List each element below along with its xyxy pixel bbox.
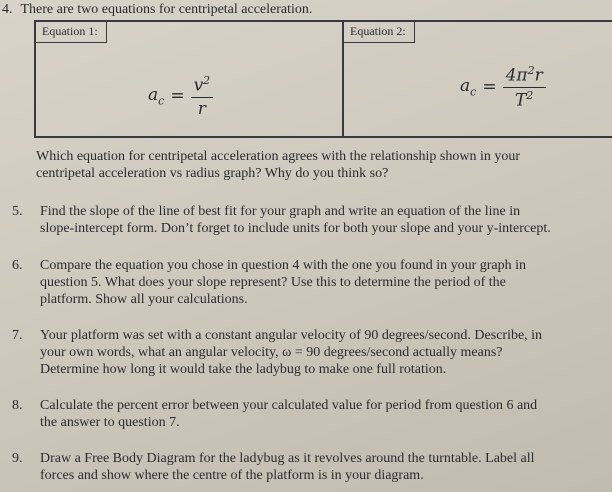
equations-table (34, 20, 612, 138)
question-8 (12, 397, 608, 431)
question-6 (12, 257, 608, 308)
question-text: Compare the equation you chose in question 4 with the one you found in your graph in question 5. What does your slope represent? Use this to determine the period of the platform. Show all your calculations. (40, 258, 527, 307)
question-9 (12, 450, 608, 484)
question-number: 9. (12, 451, 23, 466)
fraction (503, 64, 546, 110)
equation-2-cell (344, 22, 612, 136)
formula-lhs: $a_c$ (460, 75, 477, 99)
fraction (191, 74, 214, 119)
question-text: Calculate the percent error between your calculated value for period from question 6 and the answer to question 7. (40, 398, 538, 430)
question-5 (12, 203, 608, 237)
question-text: Find the slope of the line of best fit for your graph and write an equation of the line in slope-intercept form. Don’t forget to include units for both your slope and your y-intercept. (40, 204, 551, 236)
equation-1-formula (148, 74, 213, 119)
question-text: Your platform was set with a constant angular velocity of 90 degrees/second. Describe, in your own words, what an angular velocity, ω = 90 degrees/second actually means? Determine how long it would take the ladybug to make one full rotation. (40, 328, 543, 377)
equation-1-label: Equation 1: (36, 22, 107, 43)
equation-2-formula (460, 64, 546, 110)
question-number: 4. (2, 2, 13, 17)
question-text: There are two equations for centripetal acceleration. (20, 2, 313, 17)
question-text: Draw a Free Body Diagram for the ladybug as it revolves around the turntable. Label all forces and show where the centre of the platform is in your diagram. (40, 451, 535, 483)
denominator: $T^2$ (514, 88, 534, 111)
equals-sign: = (482, 77, 497, 98)
question-4-body: Which equation for centripetal acceleration agrees with the relationship shown in your centripetal acceleration vs radius graph? Why do you think so? (36, 149, 520, 181)
equals-sign: = (170, 86, 185, 107)
question-number: 8. (12, 398, 23, 413)
numerator: $4\pi^2r$ (503, 64, 546, 88)
question-number: 7. (12, 328, 23, 343)
equation-2-label: Equation 2: (344, 22, 415, 43)
question-number: 6. (12, 258, 23, 273)
numerator: $v^2$ (191, 74, 214, 98)
denominator: r (197, 98, 206, 119)
question-7 (12, 327, 608, 378)
equation-1-cell (36, 22, 344, 136)
question-number: 5. (12, 204, 23, 219)
formula-lhs: $a_c$ (148, 85, 165, 108)
question-4-heading (2, 2, 312, 18)
